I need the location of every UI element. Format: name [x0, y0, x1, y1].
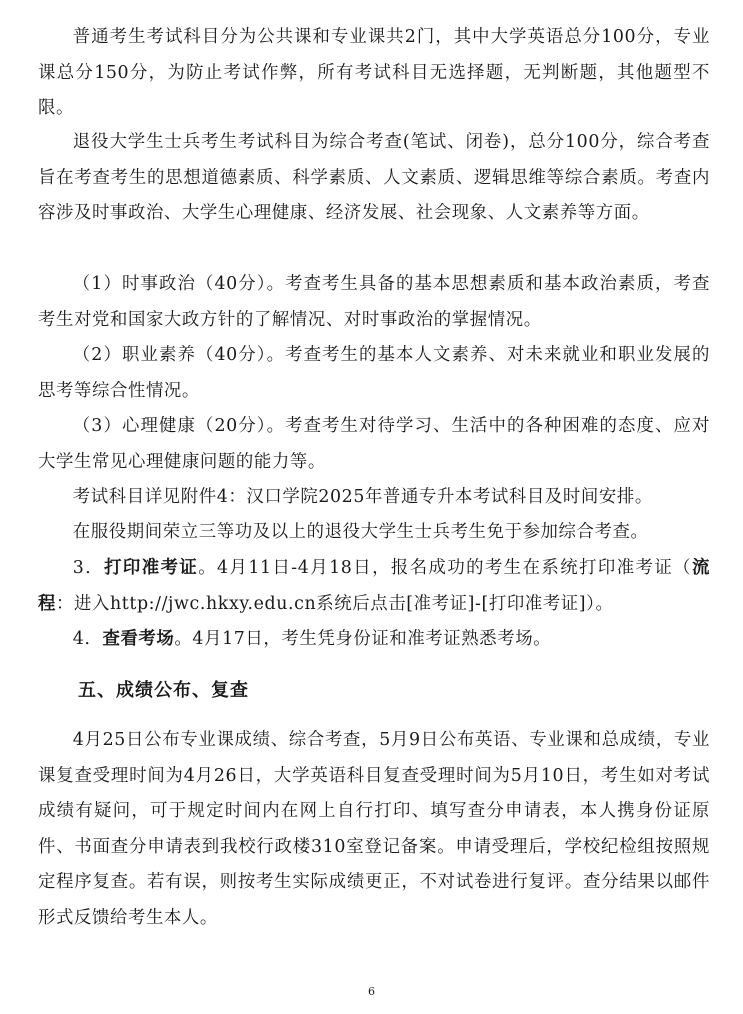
print-admission-title: 打印准考证 — [104, 558, 199, 578]
paragraph-print-admission — [38, 551, 710, 622]
paragraph-subjects: 普通考生考试科目分为公共课和专业课共2门，其中大学英语总分100分，专业课总分150分，为防止考试作弊，所有考试科目无选择题，无判断题，其他题型不限。 — [38, 27, 710, 118]
page-number: 6 — [368, 985, 375, 998]
paragraph-mental-health: （3）心理健康（20分）。考查考生对待学习、生活中的各种困难的态度、应对大学生常见心理健康问题的能力等。 — [38, 416, 710, 472]
item-number: 3． — [72, 558, 105, 578]
print-admission-text: 。4月11日-4月18日，报名成功的考生在系统打印准考证（ — [198, 558, 692, 578]
paragraph-exemption: 在服役期间荣立三等功及以上的退役大学生士兵考生免于参加综合考查。 — [72, 522, 649, 542]
process-label: 流程 — [38, 558, 710, 614]
process-text: ：进入http://jwc.hkxy.edu.cn系统后点击[准考证]-[打印准考证]）。 — [56, 593, 614, 614]
paragraph-professional-quality: （2）职业素养（40分）。考查考生的基本人文素养、对未来就业和职业发展的思考等综合性情况。 — [38, 345, 710, 401]
paragraph-score-review: 4月25日公布专业课成绩、综合考查，5月9日公布英语、专业课和总成绩，专业课复查受理时间为4月26日，大学英语科目复查受理时间为5月10日，考生如对考试成绩有疑问，可于规定时间内在网上自行打印、填写查分申请表，本人携身份证原件、书面查分申请表到我校行政楼310室登记备案。申请受理后，学校纪检组按照规定程序复查。若有误，则按考生实际成绩更正，不对试卷进行复评。查分结果以邮件形式反馈给考生本人。 — [38, 730, 710, 928]
paragraph-veteran-exam: 退役大学生士兵考生考试科目为综合考查(笔试、闭卷)，总分100分，综合考查旨在考查考生的思想道德素质、科学素质、人文素质、逻辑思维等综合素质。考查内容涉及时事政治、大学生心理健康、经济发展、社会现象、人文素养等方面。 — [38, 132, 710, 223]
paragraph-subject-details: 考试科目详见附件4：汉口学院2025年普通专升本考试科目及时间安排。 — [72, 487, 653, 507]
item-number: 4． — [72, 629, 103, 649]
section-heading: 五、成绩公布、复查 — [78, 680, 249, 701]
check-room-title: 查看考场 — [102, 629, 175, 649]
paragraph-current-politics: （1）时事政治（40分）。考查考生具备的基本思想素质和基本政治素质，考查考生对党和国家大政方针的了解情况、对时事政治的掌握情况。 — [38, 274, 710, 330]
check-room-text: 。4月17日，考生凭身份证和准考证熟悉考场。 — [174, 629, 552, 649]
paragraph-check-room — [38, 622, 710, 658]
